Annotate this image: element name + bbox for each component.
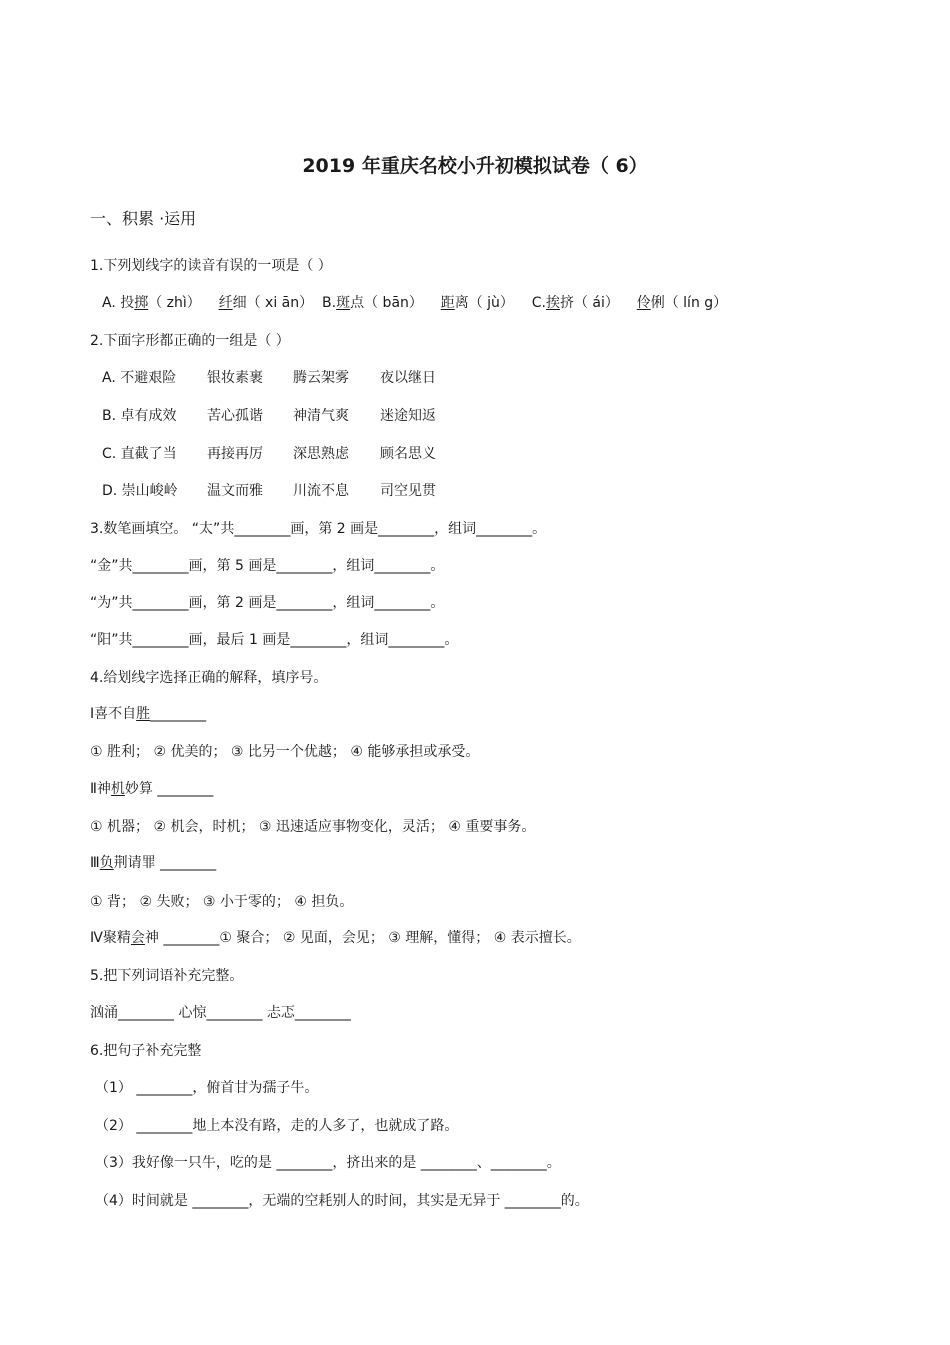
question-4-item-3: Ⅲ负荆请罪 ________: [90, 855, 217, 871]
question-4-item-3-options: ① 背； ② 失败； ③ 小于零的； ④ 担负。: [90, 894, 354, 910]
question-6-sentence-2: （2） ________地上本没有路，走的人多了，也就成了路。: [95, 1118, 459, 1134]
question-3-line-3: “为”共________画，第 2 画是________，组词________。: [90, 595, 445, 611]
question-3-line-4: “阳”共________画，最后 1 画是________，组词________。: [90, 632, 459, 648]
question-4-item-2-options: ① 机器； ② 机会，时机； ③ 迅速适应事物变化，灵活； ④ 重要事务。: [90, 819, 536, 835]
question-3-line-1: 3.数笔画填空。 “太”共________画，第 2 画是________，组词________。: [90, 521, 547, 537]
question-4-stem: 4.给划线字选择正确的解释，填序号。: [90, 670, 328, 686]
question-3-line-2: “金”共________画，第 5 画是________，组词________。: [90, 558, 445, 574]
question-6-sentence-1: （1） ________，俯首甘为孺子牛。: [95, 1080, 319, 1096]
page-title: 2019 年重庆名校小升初模拟试卷（ 6）: [302, 155, 648, 177]
question-4-item-2: Ⅱ神机妙算 ________: [90, 781, 214, 797]
question-6-stem: 6.把句子补充完整: [90, 1043, 202, 1059]
question-1-stem: 1.下列划线字的读音有误的一项是（ ）: [90, 258, 332, 274]
question-2-stem: 2.下面字形都正确的一组是（ ）: [90, 333, 290, 349]
question-6-sentence-3: （3）我好像一只牛，吃的是 ________，挤出来的是 ________、________。: [95, 1155, 561, 1171]
question-4-item-1: Ⅰ喜不自胜________: [90, 706, 207, 722]
question-4-item-4: Ⅳ聚精会神 ________① 聚合； ② 见面，会见； ③ 理解，懂得； ④ 表示擅长。: [90, 930, 581, 946]
question-4-item-1-options: ① 胜利； ② 优美的； ③ 比另一个优越； ④ 能够承担或承受。: [90, 744, 480, 760]
question-5-stem: 5.把下列词语补充完整。: [90, 968, 244, 984]
question-5-words: 汹涌________ 心惊________ 忐忑________: [90, 1005, 351, 1021]
section-heading: 一、积累 ·运用: [90, 209, 197, 228]
exam-page: 2019 年重庆名校小升初模拟试卷（ 6） 一、积累 ·运用 1.下列划线字的读音有误的一项是（ ） A. 投掷（ zhì） 纤细（ xi ān） B.斑点（ bān） 距离（ jù） C.挨挤（ ái） 伶俐（ lín g） 2.下面字形都正确的一组是（ ） A. 不避艰险 银妆素裹 腾云架雾 夜以继日 B. 卓有成效 苦心孤谐 神清气爽 迷途知返 C. 直截了当 再接再厉 深思熟虑 顾名思义 D. 崇山峻岭 温文而雅 川流不息 司空见贯 3.数笔画填空。 “太”共________画，第 2 画是________，组词________。 “金”共________画，第 5 画是________，组词________。 “为”共________画，第 2 画是________，组词________。 “阳”共________画，最后 1 画是________，组词________。 4.给划线字选择正确的解释，填序号。 Ⅰ喜不自胜________ ① 胜利； ② 优美的； ③ 比另一个优越； ④ 能够承担或承受。 Ⅱ神机妙算 ________ ① 机器； ② 机会，时机； ③ 迅速适应事物变化，灵活； ④ 重要事务。 Ⅲ负荆请罪 ________ ① 背； ② 失败； ③ 小于零的； ④ 担负。 Ⅳ聚精会神 ________① 聚合； ② 见面，会见； ③ 理解，懂得； ④ 表示擅长。 5.把下列词语补充完整。 汹涌________ 心惊________ 忐忑________ 6.把句子补充完整 （1） ________，俯首甘为孺子牛。 （2） ________地上本没有路，走的人多了，也就成了路。 （3）我好像一只牛，吃的是 ________，挤出来的是 ________、________。 （4）时间就是 ________，无端的空耗别人的时间，其实是无异于 ________的。: [0, 0, 950, 1345]
question-6-sentence-4: （4）时间就是 ________，无端的空耗别人的时间，其实是无异于 ________的。: [95, 1193, 589, 1209]
question-1-options: A. 投掷（ zhì） 纤细（ xi ān） B.斑点（ bān） 距离（ jù） C.挨挤（ ái） 伶俐（ lín g）: [102, 295, 728, 311]
